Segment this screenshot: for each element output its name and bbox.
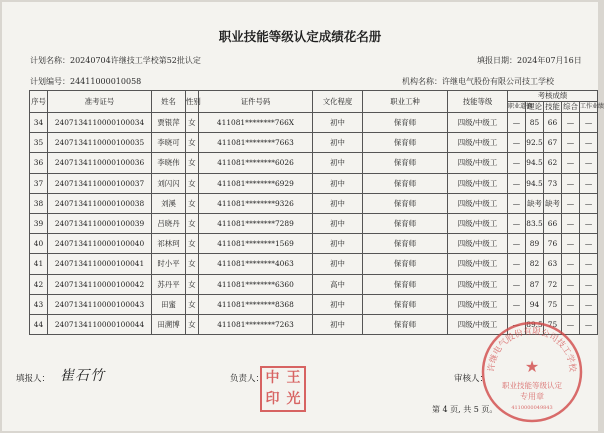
header-exam-no: 准考证号: [48, 91, 152, 113]
cell-theory: 82: [526, 254, 544, 274]
cell-theory: 83.5: [526, 213, 544, 233]
cell-id-no: 411081********766X: [199, 113, 313, 133]
cell-id-no: 411081********9326: [199, 193, 313, 213]
cell-skill: 63: [544, 254, 562, 274]
document-page: [2, 2, 604, 431]
cell-work-result: —: [580, 213, 598, 233]
cell-exam-no: 2407134110000100039: [48, 213, 152, 233]
cell-name: 田溯博: [152, 314, 186, 334]
cell-level: 四级/中级工: [448, 314, 508, 334]
cell-exam-no: 2407134110000100044: [48, 314, 152, 334]
table-row: [30, 113, 598, 133]
cell-name: 刘闪闪: [152, 173, 186, 193]
score-table: [29, 90, 604, 335]
seal-bottom-text: 专用章: [520, 392, 544, 401]
cell-education: 初中: [313, 254, 363, 274]
table-row: [30, 294, 598, 314]
cell-education: 初中: [313, 173, 363, 193]
table-row: [30, 254, 598, 274]
cell-id-no: 411081********6360: [199, 274, 313, 294]
header-name: 姓名: [152, 91, 186, 113]
cell-gender: 女: [186, 274, 199, 294]
table-row: [30, 133, 598, 153]
seal-char: 王: [286, 370, 301, 386]
cell-work-result: —: [580, 173, 598, 193]
cell-seq: 43: [30, 294, 48, 314]
cell-level: 四级/中级工: [448, 274, 508, 294]
cell-work-result: —: [580, 254, 598, 274]
page-info: 第 4 页, 共 5 页。: [432, 405, 498, 414]
cell-ethics: —: [508, 314, 526, 334]
cell-skill: 75: [544, 294, 562, 314]
cell-work-result: —: [580, 153, 598, 173]
plan-name-value: 20240704许继技工学校第52批认定: [70, 56, 201, 65]
plan-name-label: 计划名称：: [30, 56, 70, 65]
cell-theory: 87: [526, 274, 544, 294]
cell-level: 四级/中级工: [448, 153, 508, 173]
header-scores: 考核成绩: [508, 91, 598, 102]
table-row: [30, 193, 598, 213]
cell-skill: 缺考: [544, 193, 562, 213]
cell-id-no: 411081********6929: [199, 173, 313, 193]
seal-char: 中: [265, 370, 280, 386]
cell-occupation: 保育师: [363, 113, 448, 133]
seal-star-icon: ★: [524, 357, 540, 376]
cell-education: 初中: [313, 193, 363, 213]
cell-level: 四级/中级工: [448, 213, 508, 233]
cell-occupation: 保育师: [363, 254, 448, 274]
cell-theory: 94.5: [526, 173, 544, 193]
cell-skill: 66: [544, 213, 562, 233]
header-gender: 性别: [186, 91, 199, 113]
filler-label: 填报人：: [16, 374, 51, 384]
cell-gender: 女: [186, 234, 199, 254]
cell-gender: 女: [186, 254, 199, 274]
cell-seq: 44: [30, 314, 48, 334]
cell-seq: 42: [30, 274, 48, 294]
cell-seq: 37: [30, 173, 48, 193]
cell-education: 高中: [313, 274, 363, 294]
cell-exam-no: 2407134110000100040: [48, 234, 152, 254]
organization: [402, 76, 554, 87]
table-row: [30, 173, 598, 193]
cell-occupation: 保育师: [363, 193, 448, 213]
cell-seq: 36: [30, 153, 48, 173]
cell-seq: 34: [30, 113, 48, 133]
cell-ethics: —: [508, 133, 526, 153]
personal-seal: [260, 366, 306, 412]
cell-work-result: —: [580, 193, 598, 213]
header-comprehensive: 综合: [563, 102, 578, 111]
cell-work-result: —: [580, 113, 598, 133]
cell-id-no: 411081********7289: [199, 213, 313, 233]
plan-number: [30, 76, 141, 87]
cell-education: 初中: [313, 314, 363, 334]
cell-ethics: —: [508, 193, 526, 213]
plan-number-label: 计划编号：: [30, 77, 70, 86]
cell-education: 初中: [313, 213, 363, 233]
cell-level: 四级/中级工: [448, 294, 508, 314]
cell-ethics: —: [508, 213, 526, 233]
cell-comprehensive: —: [562, 133, 580, 153]
cell-occupation: 保育师: [363, 173, 448, 193]
cell-education: 初中: [313, 294, 363, 314]
cell-occupation: 保育师: [363, 133, 448, 153]
cell-exam-no: 2407134110000100037: [48, 173, 152, 193]
cell-name: 时小平: [152, 254, 186, 274]
cell-ethics: —: [508, 113, 526, 133]
cell-ethics: —: [508, 254, 526, 274]
cell-name: 贾银萍: [152, 113, 186, 133]
cell-id-no: 411081********6026: [199, 153, 313, 173]
cell-exam-no: 2407134110000100034: [48, 113, 152, 133]
cell-occupation: 保育师: [363, 153, 448, 173]
cell-gender: 女: [186, 113, 199, 133]
cell-theory: 94: [526, 294, 544, 314]
cell-level: 四级/中级工: [448, 133, 508, 153]
document-title: 职业技能等级认定成绩花名册: [218, 29, 382, 44]
seal-char: 光: [286, 391, 301, 407]
cell-name: 祁林珂: [152, 234, 186, 254]
header-skill: 技能: [545, 102, 560, 111]
cell-education: 初中: [313, 234, 363, 254]
cell-gender: 女: [186, 213, 199, 233]
cell-comprehensive: —: [562, 113, 580, 133]
table-row: [30, 153, 598, 173]
cell-gender: 女: [186, 153, 199, 173]
cell-skill: 66: [544, 113, 562, 133]
cell-work-result: —: [580, 234, 598, 254]
cell-occupation: 保育师: [363, 234, 448, 254]
cell-skill: 76: [544, 234, 562, 254]
header-theory: 理论: [527, 102, 542, 111]
cell-id-no: 411081********7663: [199, 133, 313, 153]
cell-exam-no: 2407134110000100036: [48, 153, 152, 173]
cell-name: 田蜜: [152, 294, 186, 314]
fill-date-label: 填报日期：: [477, 56, 517, 65]
cell-work-result: —: [580, 133, 598, 153]
seal-sub-text: 职业技能等级认定: [502, 381, 562, 390]
cell-education: 初中: [313, 153, 363, 173]
cell-id-no: 411081********1569: [199, 234, 313, 254]
cell-comprehensive: —: [562, 294, 580, 314]
cell-seq: 35: [30, 133, 48, 153]
cell-comprehensive: —: [562, 193, 580, 213]
header-education: 文化程度: [313, 91, 363, 113]
cell-gender: 女: [186, 294, 199, 314]
cell-work-result: —: [580, 274, 598, 294]
table-row: [30, 274, 598, 294]
cell-work-result: —: [580, 314, 598, 334]
responsible-label: 负责人：: [230, 374, 265, 384]
cell-name: 吕晓丹: [152, 213, 186, 233]
cell-ethics: —: [508, 274, 526, 294]
organization-label: 机构名称：: [402, 77, 442, 86]
cell-theory: 缺考: [526, 193, 544, 213]
cell-comprehensive: —: [562, 274, 580, 294]
cell-id-no: 411081********4063: [199, 254, 313, 274]
header-ethics: 职业道德: [508, 102, 526, 113]
cell-theory: 89.5: [526, 314, 544, 334]
cell-skill: 75: [544, 314, 562, 334]
cell-seq: 40: [30, 234, 48, 254]
seal-code: 4110000049843: [511, 405, 553, 411]
cell-seq: 39: [30, 213, 48, 233]
cell-level: 四级/中级工: [448, 193, 508, 213]
header-occupation: 职业工种: [363, 91, 448, 113]
cell-education: 初中: [313, 113, 363, 133]
cell-comprehensive: —: [562, 254, 580, 274]
cell-skill: 73: [544, 173, 562, 193]
header-row: [30, 91, 598, 102]
cell-name: 苏丹平: [152, 274, 186, 294]
cell-level: 四级/中级工: [448, 113, 508, 133]
cell-theory: 89: [526, 234, 544, 254]
cell-exam-no: 2407134110000100038: [48, 193, 152, 213]
cell-comprehensive: —: [562, 213, 580, 233]
organization-value: 许继电气股份有限公司技工学校: [442, 77, 554, 86]
cell-education: 初中: [313, 133, 363, 153]
cell-level: 四级/中级工: [448, 254, 508, 274]
cell-skill: 67: [544, 133, 562, 153]
cell-level: 四级/中级工: [448, 173, 508, 193]
cell-ethics: —: [508, 173, 526, 193]
header-level: 技能等级: [448, 91, 508, 113]
cell-gender: 女: [186, 193, 199, 213]
cell-skill: 62: [544, 153, 562, 173]
table-row: [30, 213, 598, 233]
cell-comprehensive: —: [562, 153, 580, 173]
seal-arc-text: 许继电气股份有限公司技工学校: [486, 326, 578, 373]
cell-occupation: 保育师: [363, 274, 448, 294]
cell-work-result: —: [580, 294, 598, 314]
header-id-no: 证件号码: [199, 91, 313, 113]
cell-seq: 41: [30, 254, 48, 274]
cell-gender: 女: [186, 173, 199, 193]
cell-comprehensive: —: [562, 234, 580, 254]
cell-name: 刘溪: [152, 193, 186, 213]
cell-theory: 92.5: [526, 133, 544, 153]
seal-char: 印: [265, 391, 280, 407]
table-row: [30, 234, 598, 254]
cell-theory: 85: [526, 113, 544, 133]
fill-date-value: 2024年07月16日: [517, 56, 582, 65]
header-work-result: 工作业绩: [580, 102, 598, 113]
plan-name: [30, 55, 201, 66]
plan-number-value: 24411000010058: [70, 77, 142, 86]
cell-exam-no: 2407134110000100043: [48, 294, 152, 314]
cell-gender: 女: [186, 133, 199, 153]
cell-ethics: —: [508, 294, 526, 314]
cell-id-no: 411081********7263: [199, 314, 313, 334]
cell-id-no: 411081********8368: [199, 294, 313, 314]
cell-occupation: 保育师: [363, 294, 448, 314]
cell-comprehensive: —: [562, 314, 580, 334]
cell-gender: 女: [186, 314, 199, 334]
auditor-label: 审核人：: [454, 374, 489, 384]
fill-date: [477, 55, 582, 66]
cell-theory: 94.5: [526, 153, 544, 173]
cell-occupation: 保育师: [363, 314, 448, 334]
cell-exam-no: 2407134110000100042: [48, 274, 152, 294]
cell-ethics: —: [508, 234, 526, 254]
cell-comprehensive: —: [562, 173, 580, 193]
cell-ethics: —: [508, 153, 526, 173]
cell-skill: 72: [544, 274, 562, 294]
cell-name: 李晓伟: [152, 153, 186, 173]
header-seq: 序号: [30, 91, 48, 113]
cell-name: 李晓可: [152, 133, 186, 153]
cell-level: 四级/中级工: [448, 234, 508, 254]
cell-exam-no: 2407134110000100041: [48, 254, 152, 274]
cell-occupation: 保育师: [363, 213, 448, 233]
filler-signature: 崔石竹: [60, 368, 105, 384]
cell-seq: 38: [30, 193, 48, 213]
cell-exam-no: 2407134110000100035: [48, 133, 152, 153]
